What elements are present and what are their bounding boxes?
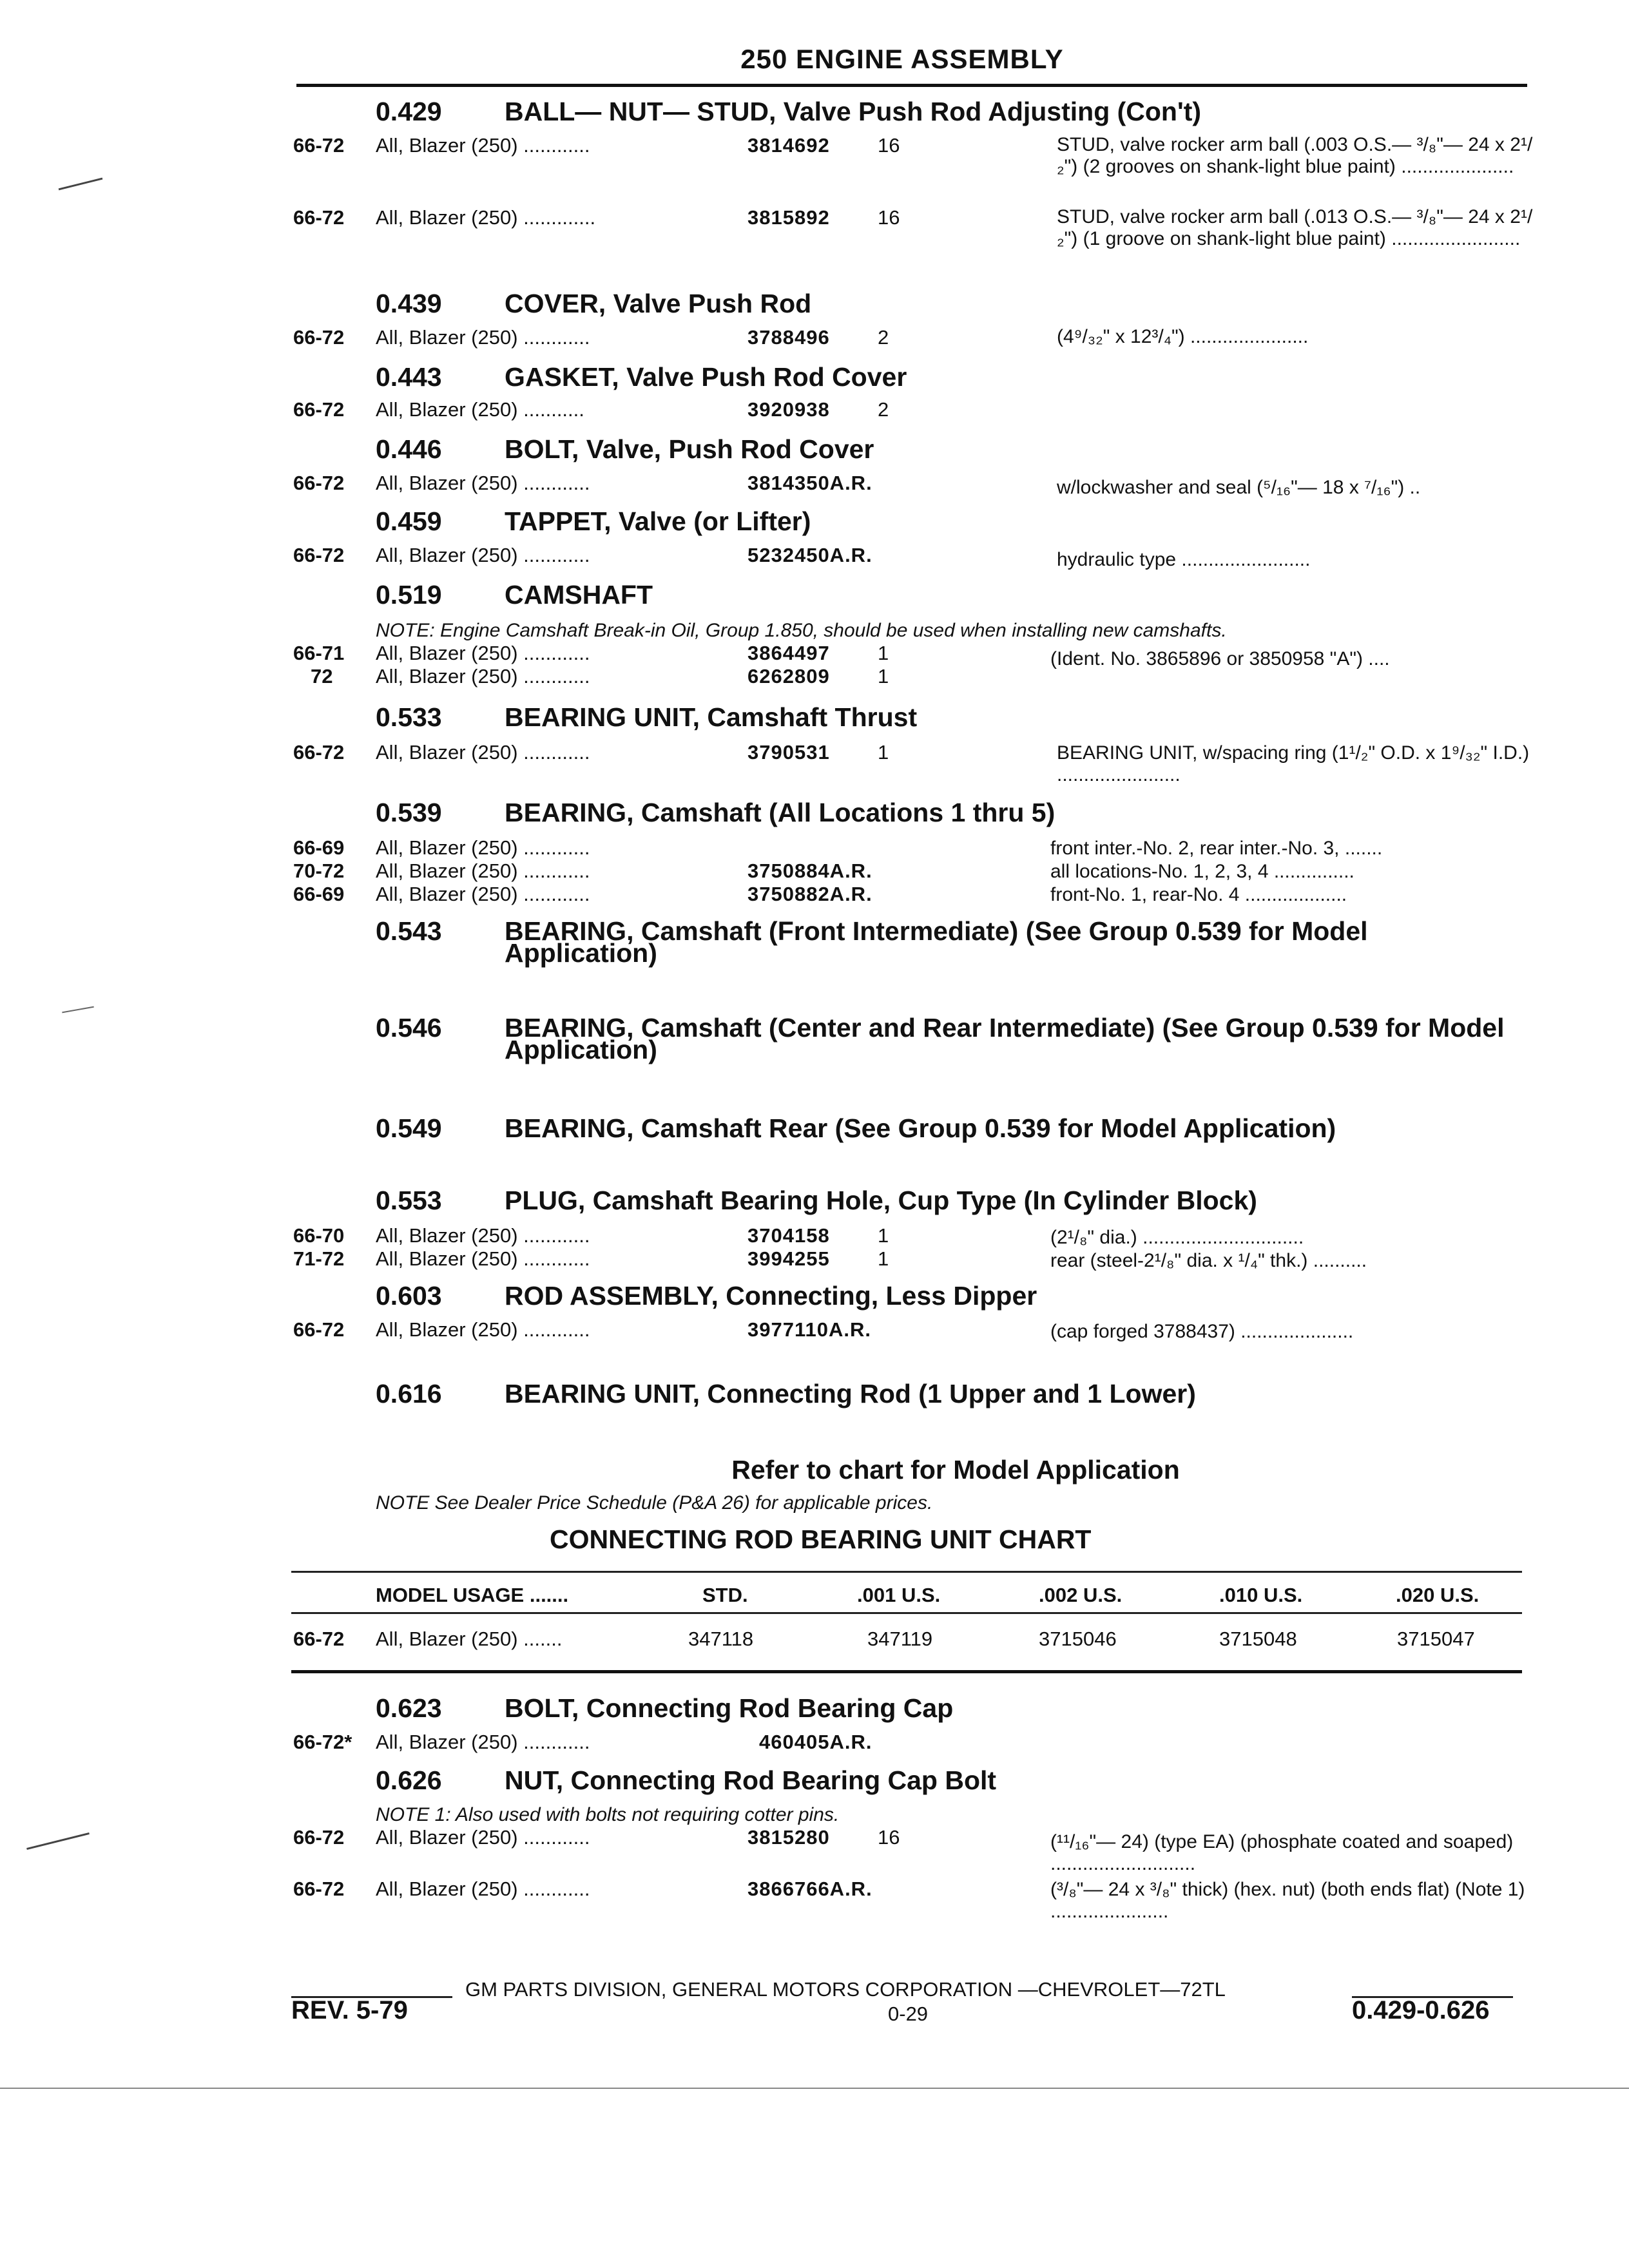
group-number: 0.553 [376,1186,442,1215]
row-years: 66-72 [293,1826,345,1849]
row-years: 66-72 [293,134,345,157]
row-description: STUD, valve rocker arm ball (.013 O.S.— ³/₈"— 24 x 2¹/₂") (1 groove on shank-light blue paint) ........................ [1057,206,1533,249]
group-heading-0543 [376,916,1523,968]
row-model: All, Blazer (250) ............ [376,642,590,664]
row-part-number: 3815892 [747,206,830,229]
group-title: BEARING UNIT, Camshaft Thrust [505,702,918,732]
footer-publisher: GM PARTS DIVISION, GENERAL MOTORS CORPORATION —CHEVROLET—72TL [465,1978,1226,2001]
group-heading-0626 [376,1765,996,1796]
row-part-number: 460405A.R. [759,1731,872,1753]
table-header-001us: .001 U.S. [857,1584,941,1606]
group-number: 0.439 [376,289,442,318]
footer-revision: REV. 5-79 [291,1996,408,2024]
row-years: 71-72 [293,1247,345,1270]
group-heading-0443 [376,362,907,392]
price-note: NOTE See Dealer Price Schedule (P&A 26) for applicable prices. [376,1492,933,1514]
row-model: All, Blazer (250) ............ [376,860,590,882]
group-number: 0.443 [376,362,442,392]
scan-mark [59,178,103,191]
row-years: 66-69 [293,883,345,905]
scan-edge-line [0,2088,1629,2089]
row-part-number: 3704158 [747,1224,830,1247]
row-years: 66-72 [293,398,345,421]
group-heading-0539 [376,798,1055,828]
chart-reference: Refer to chart for Model Application [731,1455,1180,1485]
row-part-number: 3920938 [747,398,830,421]
row-model: All, Blazer (250) ............ [376,134,590,157]
table-cell-std: 347118 [688,1628,754,1650]
table-cell-002us: 3715046 [1039,1628,1117,1650]
group-title: BEARING, Camshaft (All Locations 1 thru 5) [505,798,1055,827]
table-cell-model: All, Blazer (250) ....... [376,1628,563,1650]
group-title: GASKET, Valve Push Rod Cover [505,362,907,392]
row-model: All, Blazer (250) ............ [376,883,590,905]
group-heading-0549 [376,1113,1336,1144]
scan-mark [62,1006,94,1014]
group-number: 0.616 [376,1379,442,1408]
row-model: All, Blazer (250) ............ [376,1731,590,1753]
group-title: CAMSHAFT [505,580,653,610]
row-years: 66-72* [293,1731,352,1753]
group-number: 0.543 [376,916,442,946]
group-number: 0.539 [376,798,442,827]
group-title: PLUG, Camshaft Bearing Hole, Cup Type (In Cylinder Block) [505,1186,1257,1215]
row-quantity: 1 [878,741,889,764]
row-model: All, Blazer (250) ............ [376,472,590,494]
row-part-number: 3790531 [747,741,830,764]
table-row-years: 66-72 [293,1628,345,1650]
row-part-number: 3814350A.R. [747,472,872,494]
group-number: 0.549 [376,1113,442,1143]
table-header-model: MODEL USAGE ....... [376,1584,569,1606]
table-top-rule [291,1571,1522,1573]
row-model: All, Blazer (250) ............ [376,1826,590,1849]
group-title: BEARING, Camshaft (Center and Rear Intermediate) (See Group 0.539 for Model Application) [505,1013,1505,1064]
group-heading-0439 [376,289,811,319]
group-number: 0.533 [376,702,442,732]
group-title: NUT, Connecting Rod Bearing Cap Bolt [505,1765,997,1795]
group-title: BEARING, Camshaft (Front Intermediate) (See Group 0.539 for Model Application) [505,916,1368,968]
row-quantity: 1 [878,642,889,664]
table-header-std: STD. [702,1584,748,1606]
row-model: All, Blazer (250) ............ [376,1878,590,1900]
row-description: hydraulic type ........................ [1057,549,1311,570]
group-number: 0.446 [376,434,442,464]
group-title: TAPPET, Valve (or Lifter) [505,506,811,536]
row-description: front inter.-No. 2, rear inter.-No. 3, ....... [1050,838,1383,859]
row-quantity: 16 [878,206,900,229]
row-quantity: 2 [878,326,889,349]
row-description: STUD, valve rocker arm ball (.003 O.S.— ³/₈"— 24 x 2¹/₂") (2 grooves on shank-light blue paint) ..................... [1057,134,1533,177]
row-quantity: 1 [878,1247,889,1270]
row-years: 72 [311,665,333,687]
scan-mark [26,1832,90,1850]
row-years: 66-72 [293,326,345,349]
row-years: 66-72 [293,544,345,566]
row-part-number: 3994255 [747,1247,830,1270]
row-years: 66-72 [293,472,345,494]
row-model: All, Blazer (250) ............ [376,741,590,764]
group-heading-0616 [376,1379,1196,1409]
row-years: 66-72 [293,1318,345,1341]
page-title: 250 ENGINE ASSEMBLY [740,44,1064,74]
table-cell-001us: 347119 [867,1628,933,1650]
row-model: All, Blazer (250) ............ [376,1224,590,1247]
row-model: All, Blazer (250) ............ [376,665,590,687]
group-title: BOLT, Valve, Push Rod Cover [505,434,874,464]
row-part-number: 3750882A.R. [747,883,872,905]
row-model: All, Blazer (250) ............ [376,326,590,349]
footer-page-number: 0-29 [888,2003,929,2025]
row-quantity: 2 [878,398,889,421]
row-part-number: 3814692 [747,134,830,157]
chart-heading: CONNECTING ROD BEARING UNIT CHART [550,1524,1092,1554]
table-cell-020us: 3715047 [1397,1628,1475,1650]
row-part-number: 5232450A.R. [747,544,872,566]
table-header-010us: .010 U.S. [1219,1584,1303,1606]
table-cell-010us: 3715048 [1219,1628,1297,1650]
row-description: (Ident. No. 3865896 or 3850958 "A") .... [1050,648,1390,669]
row-part-number: 3750884A.R. [747,860,872,882]
footer-group-range: 0.429-0.626 [1352,1996,1490,2024]
group-note: NOTE: Engine Camshaft Break-in Oil, Group 1.850, should be used when installing new camshafts. [376,620,1227,641]
table-bottom-rule [291,1670,1522,1673]
group-heading-0623 [376,1693,953,1724]
group-title: ROD ASSEMBLY, Connecting, Less Dipper [505,1281,1037,1311]
row-description: (2¹/₈" dia.) .............................. [1050,1227,1304,1248]
group-heading-0459 [376,506,811,537]
table-header-020us: .020 U.S. [1396,1584,1480,1606]
row-description: w/lockwasher and seal (⁵/₁₆"— 18 x ⁷/₁₆") .. [1057,477,1421,498]
row-part-number: 3977110A.R. [747,1318,871,1341]
group-heading-0429 [376,97,1201,127]
header-rule [296,84,1527,87]
row-description: (³/₈"— 24 x ³/₈" thick) (hex. nut) (both ends flat) (Note 1) ...................... [1050,1879,1525,1922]
group-heading-0533 [376,702,917,733]
row-quantity: 1 [878,665,889,687]
group-heading-0603 [376,1281,1037,1311]
row-years: 66-69 [293,836,345,859]
row-model: All, Blazer (250) ............ [376,1318,590,1341]
row-years: 70-72 [293,860,345,882]
group-number: 0.626 [376,1765,442,1795]
row-part-number: 3864497 [747,642,830,664]
table-header-rule [291,1612,1522,1614]
row-quantity: 16 [878,134,900,157]
table-header-002us: .002 U.S. [1039,1584,1123,1606]
group-heading-0446 [376,434,874,465]
row-years: 66-72 [293,741,345,764]
group-title: BOLT, Connecting Rod Bearing Cap [505,1693,954,1723]
group-heading-0546 [376,1013,1523,1064]
group-number: 0.519 [376,580,442,610]
row-model: All, Blazer (250) ............ [376,1247,590,1270]
row-model: All, Blazer (250) ............ [376,544,590,566]
group-number: 0.623 [376,1693,442,1723]
group-heading-0553 [376,1186,1257,1216]
row-model: All, Blazer (250) ............ [376,836,590,859]
row-model: All, Blazer (250) ............. [376,206,596,229]
row-years: 66-70 [293,1224,345,1247]
row-model: All, Blazer (250) ........... [376,398,584,421]
group-title: BEARING, Camshaft Rear (See Group 0.539 for Model Application) [505,1113,1336,1143]
group-number: 0.546 [376,1013,442,1043]
group-heading-0519 [376,580,653,610]
group-note: NOTE 1: Also used with bolts not requiring cotter pins. [376,1804,840,1825]
row-description: (¹¹/₁₆"— 24) (type EA) (phosphate coated and soaped) ........................... [1050,1831,1514,1874]
row-years: 66-71 [293,642,345,664]
row-years: 66-72 [293,1878,345,1900]
group-title: BEARING UNIT, Connecting Rod (1 Upper and 1 Lower) [505,1379,1196,1408]
row-description: all locations-No. 1, 2, 3, 4 ............... [1050,861,1354,882]
row-part-number: 6262809 [747,665,830,687]
row-part-number: 3866766A.R. [747,1878,872,1900]
row-part-number: 3815280 [747,1826,830,1849]
row-description: (4⁹/₃₂" x 12³/₄") ...................... [1057,326,1309,347]
row-description: (cap forged 3788437) ..................... [1050,1321,1354,1342]
row-description: front-No. 1, rear-No. 4 ................... [1050,884,1347,905]
group-number: 0.429 [376,97,442,126]
row-quantity: 16 [878,1826,900,1849]
row-years: 66-72 [293,206,345,229]
row-part-number: 3788496 [747,326,830,349]
row-description: rear (steel-2¹/₈" dia. x ¹/₄" thk.) .......... [1050,1250,1367,1271]
row-description: BEARING UNIT, w/spacing ring (1¹/₂" O.D. x 1⁹/₃₂" I.D.) ....................... [1057,742,1530,785]
group-number: 0.459 [376,506,442,536]
group-number: 0.603 [376,1281,442,1311]
row-quantity: 1 [878,1224,889,1247]
group-title: BALL— NUT— STUD, Valve Push Rod Adjusting (Con't) [505,97,1202,126]
group-title: COVER, Valve Push Rod [505,289,812,318]
